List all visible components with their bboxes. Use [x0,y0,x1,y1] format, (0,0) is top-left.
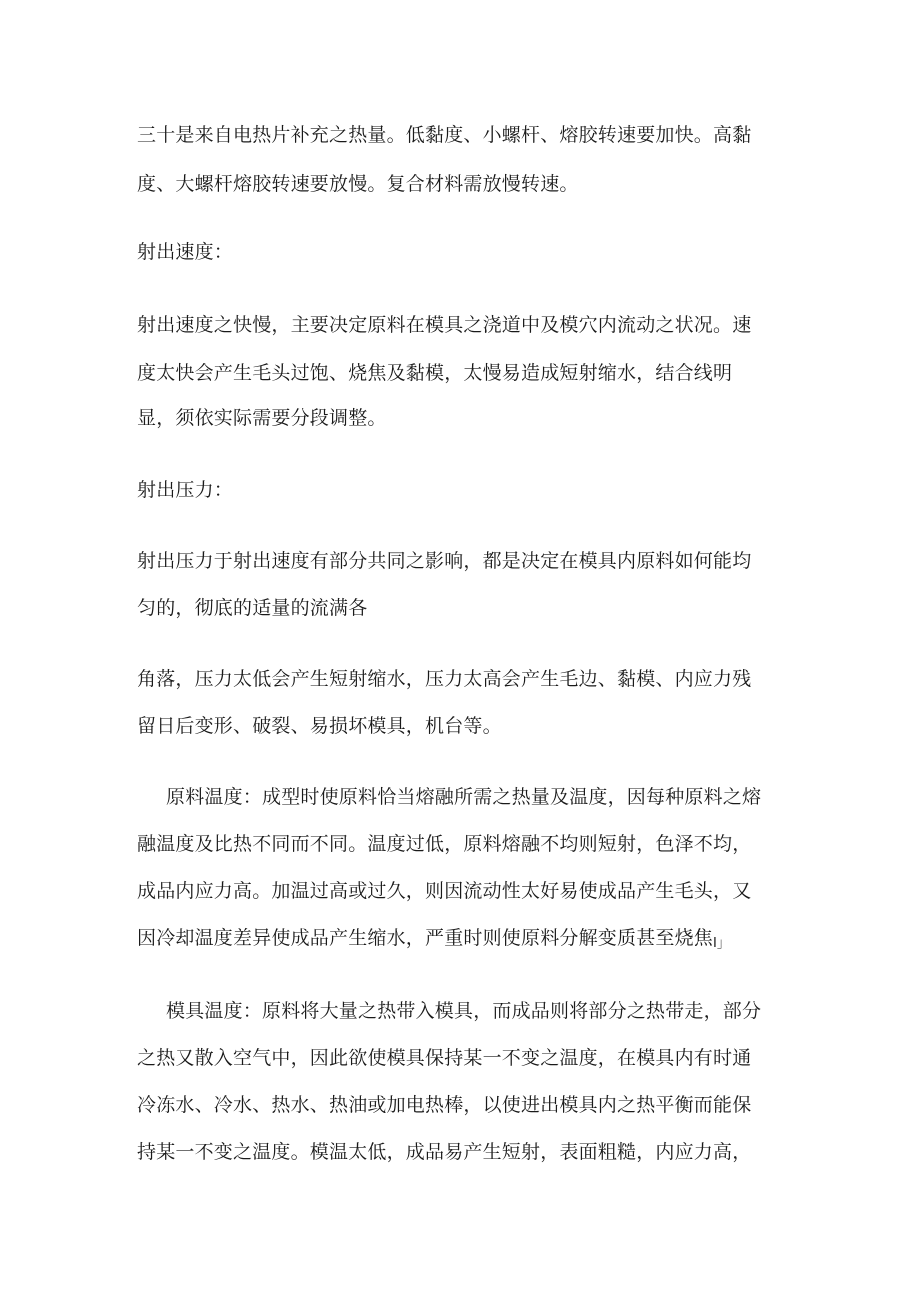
stray-mark: I」 [713,936,730,951]
paragraph-line: 成品内应力高。加温过高或过久，则因流动性太好易使成品产生毛头，又 [137,880,752,902]
paragraph-line: 原料温度：成型时使原料恰当熔融所需之热量及温度，因每种原料之熔 [166,786,762,808]
paragraph-line: 留日后变形、破裂、易损坏模具，机台等。 [137,715,502,737]
paragraph-line: 匀的，彻底的适量的流满各 [137,597,368,619]
paragraph-line: 融温度及比热不同而不同。温度过低，原料熔融不均则短射，色泽不均， [137,833,752,855]
paragraph-line: 度、大螺杆熔胶转速要放慢。复合材料需放慢转速。 [137,173,579,195]
paragraph-line: 射出速度之快慢，主要决定原料在模具之浇道中及模穴内流动之状况。速 [137,314,752,336]
paragraph-line: 显，须依实际需要分段调整。 [137,407,387,429]
paragraph-line: 模具温度：原料将大量之热带入模具，而成品则将部分之热带走，部分 [166,1000,762,1022]
paragraph-line: 三十是来自电热片补充之热量。低黏度、小螺杆、熔胶转速要加快。高黏 [137,124,752,146]
paragraph-line: 度太快会产生毛头过饱、烧焦及黏模，太慢易造成短射缩水，结合线明 [137,362,733,384]
paragraph-line: 持某一不变之温度。模温太低，成品易产生短射，表面粗糙，内应力高， [137,1141,752,1163]
paragraph-line [137,926,730,956]
paragraph-line: 角落，压力太低会产生短射缩水，压力太高会产生毛边、黏模、内应力残 [137,668,752,690]
paragraph-line: 射出压力于射出速度有部分共同之影响，都是决定在模具内原料如何能均 [137,550,752,572]
paragraph-line-text: 因冷却温度差异使成品产生缩水，严重时则使原料分解变质甚至烧焦 [137,927,714,949]
paragraph-line: 冷冻水、冷水、热水、热油或加电热棒，以使进出模具内之热平衡而能保 [137,1094,752,1116]
paragraph-line: 之热又散入空气中，因此欲使模具保持某一不变之温度，在模具内有时通 [137,1047,752,1069]
section-heading-injection-pressure: 射出压力： [137,479,234,501]
section-heading-injection-speed: 射出速度： [137,241,234,263]
